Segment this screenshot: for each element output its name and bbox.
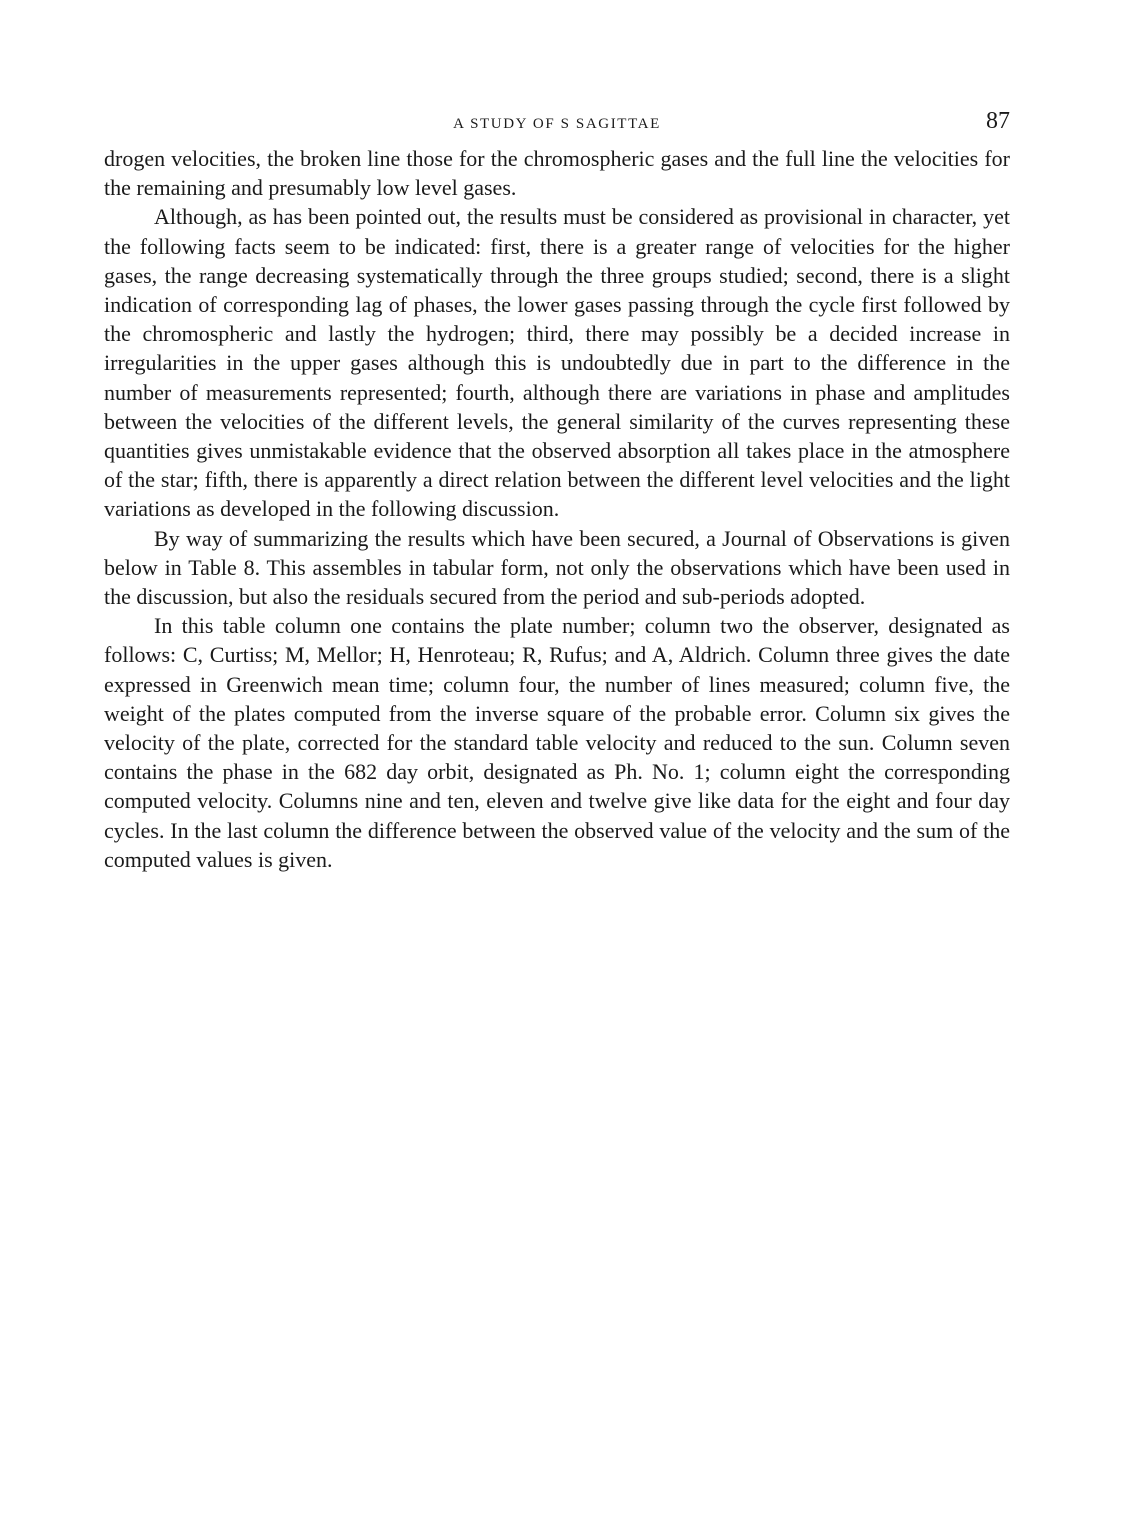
page-number: 87 [986, 108, 1010, 134]
paragraph-table-columns: In this table column one contains the plate number; column two the observer, designated as follows: C, Curtiss; M, Mellor; H, Henroteau; R, Rufus; and A, Aldrich. Column three gives the date expressed in Greenwich mean time; column four, the number of lines measured; column five, the weight of the plates computed from the inverse square of the probable error. Column six gives the velocity of the plate, corrected for the standard table velocity and reduced to the sun. Column seven contains the phase in the 682 day orbit, designated as Ph. No. 1; column eight the corresponding computed velocity. Columns nine and ten, eleven and twelve give like data for the eight and four day cycles. In the last column the difference between the observed value of the velocity and the sum of the computed values is given. [104, 613, 1010, 872]
paragraph-journal-summary: By way of summarizing the results which have been secured, a Journal of Observations is given below in Table 8. This assembles in tabular form, not only the observations which have been used in the discussion, but also the residuals secured from the period and sub-periods adopted. [104, 525, 1010, 610]
paragraph-continuation: drogen velocities, the broken line those for the chromospheric gases and the full line the velocities for the remaining and presumably low level gases. [104, 146, 1010, 201]
page [104, 108, 1010, 874]
paragraph-findings: Although, as has been pointed out, the results must be considered as provisional in character, yet the following facts seem to be indicated: first, there is a greater range of velocities for the higher gases, the range decreasing systematically through the three groups studied; second, there is a slight indication of corresponding lag of phases, the lower gases passing through the cycle first followed by the chromospheric and lastly the hydrogen; third, there may possibly be a decided increase in irregularities in the upper gases although this is undoubtedly due in part to the difference in the number of measurements represented; fourth, although there are variations in phase and amplitudes between the velocities of the different levels, the general similarity of the curves representing these quantities gives unmistakable evidence that the observed absorption all takes place in the atmosphere of the star; fifth, there is apparently a direct relation between the different level velocities and the light variations as developed in the following discussion. [104, 204, 1010, 522]
running-head [104, 108, 1010, 144]
running-title: A STUDY OF S SAGITTAE [453, 116, 661, 132]
